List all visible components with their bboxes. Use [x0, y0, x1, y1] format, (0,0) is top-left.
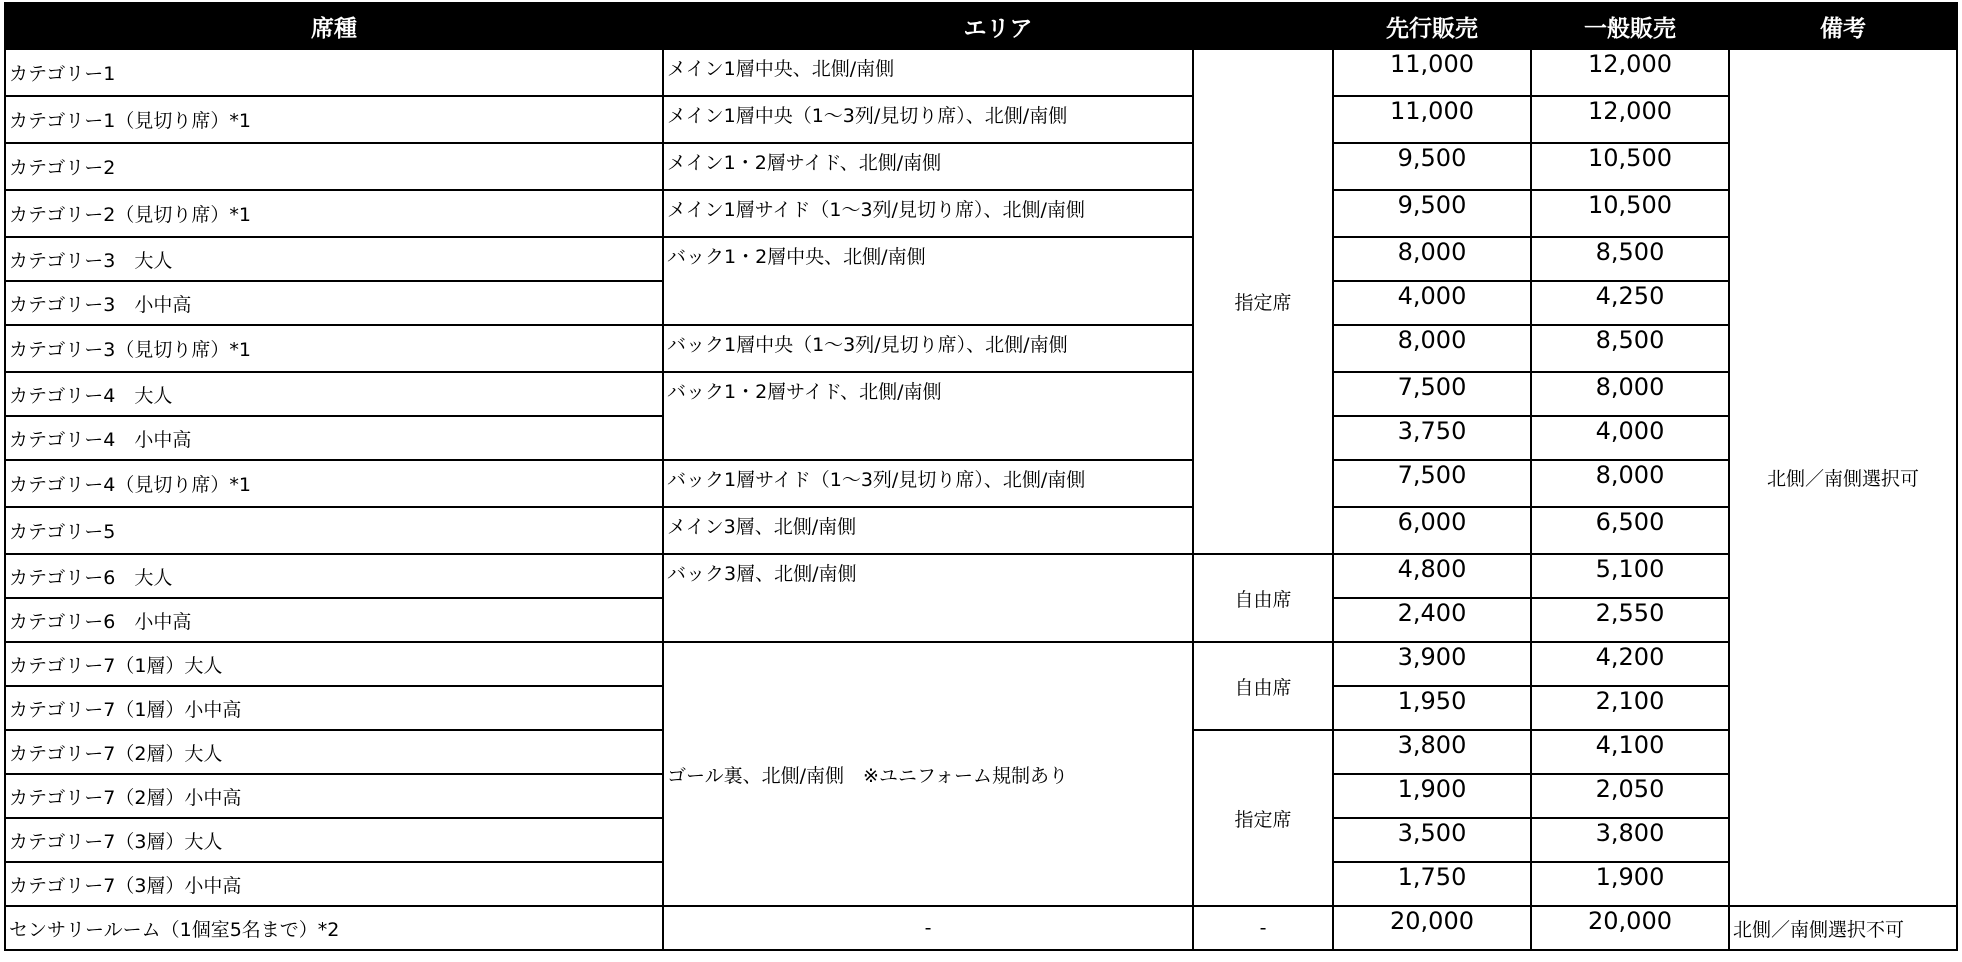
general-price: 1,900 — [1531, 862, 1729, 906]
seat-cell: カテゴリー1 — [5, 49, 663, 96]
seat-cell: カテゴリー4 大人 — [5, 372, 663, 416]
table-row — [5, 143, 1957, 190]
header-area: エリア — [663, 3, 1333, 49]
area-cell: メイン3層、北側/南側 — [663, 507, 1193, 554]
header-seat: 席種 — [5, 3, 663, 49]
general-price: 12,000 — [1531, 96, 1729, 143]
area-cell: バック1・2層サイド、北側/南側 — [663, 372, 1193, 460]
seat-type-cell: 自由席 — [1193, 642, 1333, 730]
general-price: 4,000 — [1531, 416, 1729, 460]
presale-price: 1,900 — [1333, 774, 1531, 818]
table-row — [5, 642, 1957, 686]
presale-price: 4,000 — [1333, 281, 1531, 325]
general-price: 2,050 — [1531, 774, 1729, 818]
seat-cell: カテゴリー6 小中高 — [5, 598, 663, 642]
header-row — [5, 3, 1957, 49]
seat-cell: カテゴリー1（見切り席）*1 — [5, 96, 663, 143]
presale-price: 1,750 — [1333, 862, 1531, 906]
presale-price: 1,950 — [1333, 686, 1531, 730]
presale-price: 2,400 — [1333, 598, 1531, 642]
general-price: 8,500 — [1531, 237, 1729, 281]
table-row — [5, 906, 1957, 950]
presale-price: 11,000 — [1333, 49, 1531, 96]
area-cell: ゴール裏、北側/南側 ※ユニフォーム規制あり — [663, 642, 1193, 906]
presale-price: 9,500 — [1333, 190, 1531, 237]
seat-cell: カテゴリー3 大人 — [5, 237, 663, 281]
area-cell: バック1層中央（1〜3列/見切り席）、北側/南側 — [663, 325, 1193, 372]
table-row — [5, 49, 1957, 96]
general-price: 20,000 — [1531, 906, 1729, 950]
presale-price: 4,800 — [1333, 554, 1531, 598]
area-cell: - — [663, 906, 1193, 950]
seat-cell: カテゴリー5 — [5, 507, 663, 554]
area-cell: バック1・2層中央、北側/南側 — [663, 237, 1193, 325]
seat-cell: カテゴリー4（見切り席）*1 — [5, 460, 663, 507]
seat-cell: カテゴリー6 大人 — [5, 554, 663, 598]
presale-price: 11,000 — [1333, 96, 1531, 143]
ticket-price-table — [4, 2, 1958, 951]
table-row — [5, 190, 1957, 237]
seat-cell: カテゴリー7（1層）大人 — [5, 642, 663, 686]
general-price: 12,000 — [1531, 49, 1729, 96]
seat-cell: カテゴリー7（3層）小中高 — [5, 862, 663, 906]
seat-type-cell: 指定席 — [1193, 49, 1333, 554]
seat-cell: カテゴリー7（2層）小中高 — [5, 774, 663, 818]
general-price: 2,100 — [1531, 686, 1729, 730]
presale-price: 7,500 — [1333, 460, 1531, 507]
general-price: 6,500 — [1531, 507, 1729, 554]
area-cell: メイン1・2層サイド、北側/南側 — [663, 143, 1193, 190]
presale-price: 3,750 — [1333, 416, 1531, 460]
seat-cell: カテゴリー4 小中高 — [5, 416, 663, 460]
general-price: 10,500 — [1531, 190, 1729, 237]
seat-cell: カテゴリー7（2層）大人 — [5, 730, 663, 774]
seat-cell: カテゴリー3 小中高 — [5, 281, 663, 325]
table-row — [5, 460, 1957, 507]
general-price: 4,200 — [1531, 642, 1729, 686]
note-cell: 北側／南側選択可 — [1729, 49, 1957, 906]
area-cell: メイン1層中央、北側/南側 — [663, 49, 1193, 96]
table-row — [5, 554, 1957, 598]
presale-price: 8,000 — [1333, 237, 1531, 281]
general-price: 8,000 — [1531, 460, 1729, 507]
header-general: 一般販売 — [1531, 3, 1729, 49]
general-price: 8,500 — [1531, 325, 1729, 372]
header-note: 備考 — [1729, 3, 1957, 49]
presale-price: 20,000 — [1333, 906, 1531, 950]
general-price: 3,800 — [1531, 818, 1729, 862]
table-row — [5, 325, 1957, 372]
general-price: 4,250 — [1531, 281, 1729, 325]
seat-type-cell: - — [1193, 906, 1333, 950]
seat-type-cell: 自由席 — [1193, 554, 1333, 642]
presale-price: 8,000 — [1333, 325, 1531, 372]
area-cell: バック3層、北側/南側 — [663, 554, 1193, 642]
seat-cell: カテゴリー2（見切り席）*1 — [5, 190, 663, 237]
presale-price: 3,900 — [1333, 642, 1531, 686]
table-row — [5, 96, 1957, 143]
seat-cell: カテゴリー2 — [5, 143, 663, 190]
seat-cell: カテゴリー7（3層）大人 — [5, 818, 663, 862]
general-price: 4,100 — [1531, 730, 1729, 774]
general-price: 5,100 — [1531, 554, 1729, 598]
seat-cell: カテゴリー3（見切り席）*1 — [5, 325, 663, 372]
general-price: 8,000 — [1531, 372, 1729, 416]
general-price: 2,550 — [1531, 598, 1729, 642]
presale-price: 3,500 — [1333, 818, 1531, 862]
note-cell: 北側／南側選択不可 — [1729, 906, 1957, 950]
area-cell: バック1層サイド（1〜3列/見切り席）、北側/南側 — [663, 460, 1193, 507]
presale-price: 9,500 — [1333, 143, 1531, 190]
header-presale: 先行販売 — [1333, 3, 1531, 49]
area-cell: メイン1層サイド（1〜3列/見切り席）、北側/南側 — [663, 190, 1193, 237]
presale-price: 7,500 — [1333, 372, 1531, 416]
table-row — [5, 507, 1957, 554]
table-row — [5, 237, 1957, 281]
seat-type-cell: 指定席 — [1193, 730, 1333, 906]
presale-price: 3,800 — [1333, 730, 1531, 774]
table-row — [5, 372, 1957, 416]
general-price: 10,500 — [1531, 143, 1729, 190]
area-cell: メイン1層中央（1〜3列/見切り席）、北側/南側 — [663, 96, 1193, 143]
presale-price: 6,000 — [1333, 507, 1531, 554]
seat-cell: センサリールーム（1個室5名まで）*2 — [5, 906, 663, 950]
seat-cell: カテゴリー7（1層）小中高 — [5, 686, 663, 730]
